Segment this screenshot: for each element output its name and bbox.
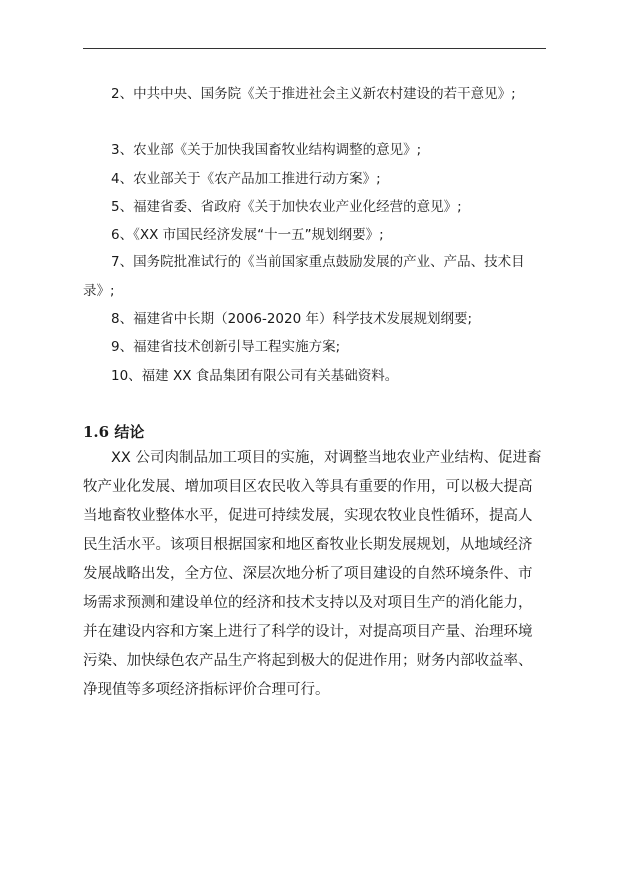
reference-item-2: 2、中共中央、国务院《关于推进社会主义新农村建设的若干意见》;	[111, 86, 516, 102]
paragraph-line: 牧产业化发展、增加项目区农民收入等具有重要的作用，可以极大提高	[83, 479, 533, 495]
paragraph-line: 当地畜牧业整体水平，促进可持续发展，实现农牧业良性循环，提高人	[83, 508, 533, 524]
paragraph-line: 污染、加快绿色农产品生产将起到极大的促进作用；财务内部收益率、	[83, 653, 533, 669]
reference-item-3: 3、农业部《关于加快我国畜牧业结构调整的意见》;	[111, 142, 422, 158]
paragraph-line: 净现值等多项经济指标评价合理可行。	[83, 682, 330, 698]
header-rule	[83, 48, 546, 49]
reference-item-9: 9、福建省技术创新引导工程实施方案;	[111, 339, 341, 355]
reference-item-8: 8、福建省中长期（2006-2020 年）科学技术发展规划纲要;	[111, 311, 473, 327]
paragraph-line: 发展战略出发，全方位、深层次地分析了项目建设的自然环境条件、市	[83, 566, 533, 582]
paragraph-line: XX 公司肉制品加工项目的实施，对调整当地农业产业结构、促进畜	[111, 450, 542, 466]
paragraph-line: 场需求预测和建设单位的经济和技术支持以及对项目生产的消化能力，	[83, 595, 533, 611]
section-heading: 1.6 结论	[83, 423, 145, 441]
paragraph-line: 民生活水平。该项目根据国家和地区畜牧业长期发展规划，从地域经济	[83, 537, 533, 553]
reference-item-4: 4、农业部关于《农产品加工推进行动方案》;	[111, 171, 381, 187]
paragraph-line: 并在建设内容和方案上进行了科学的设计，对提高项目产量、治理环境	[83, 624, 533, 640]
conclusion-paragraph	[83, 444, 546, 705]
reference-item-10: 10、福建 XX 食品集团有限公司有关基础资料。	[111, 368, 399, 384]
reference-item-7: 7、国务院批准试行的《当前国家重点鼓励发展的产业、产品、技术目录》;	[83, 254, 525, 299]
reference-item-6: 6、《XX 市国民经济发展“十一五”规划纲要》;	[111, 227, 384, 243]
reference-item-5: 5、福建省委、省政府《关于加快农业产业化经营的意见》;	[111, 199, 462, 215]
